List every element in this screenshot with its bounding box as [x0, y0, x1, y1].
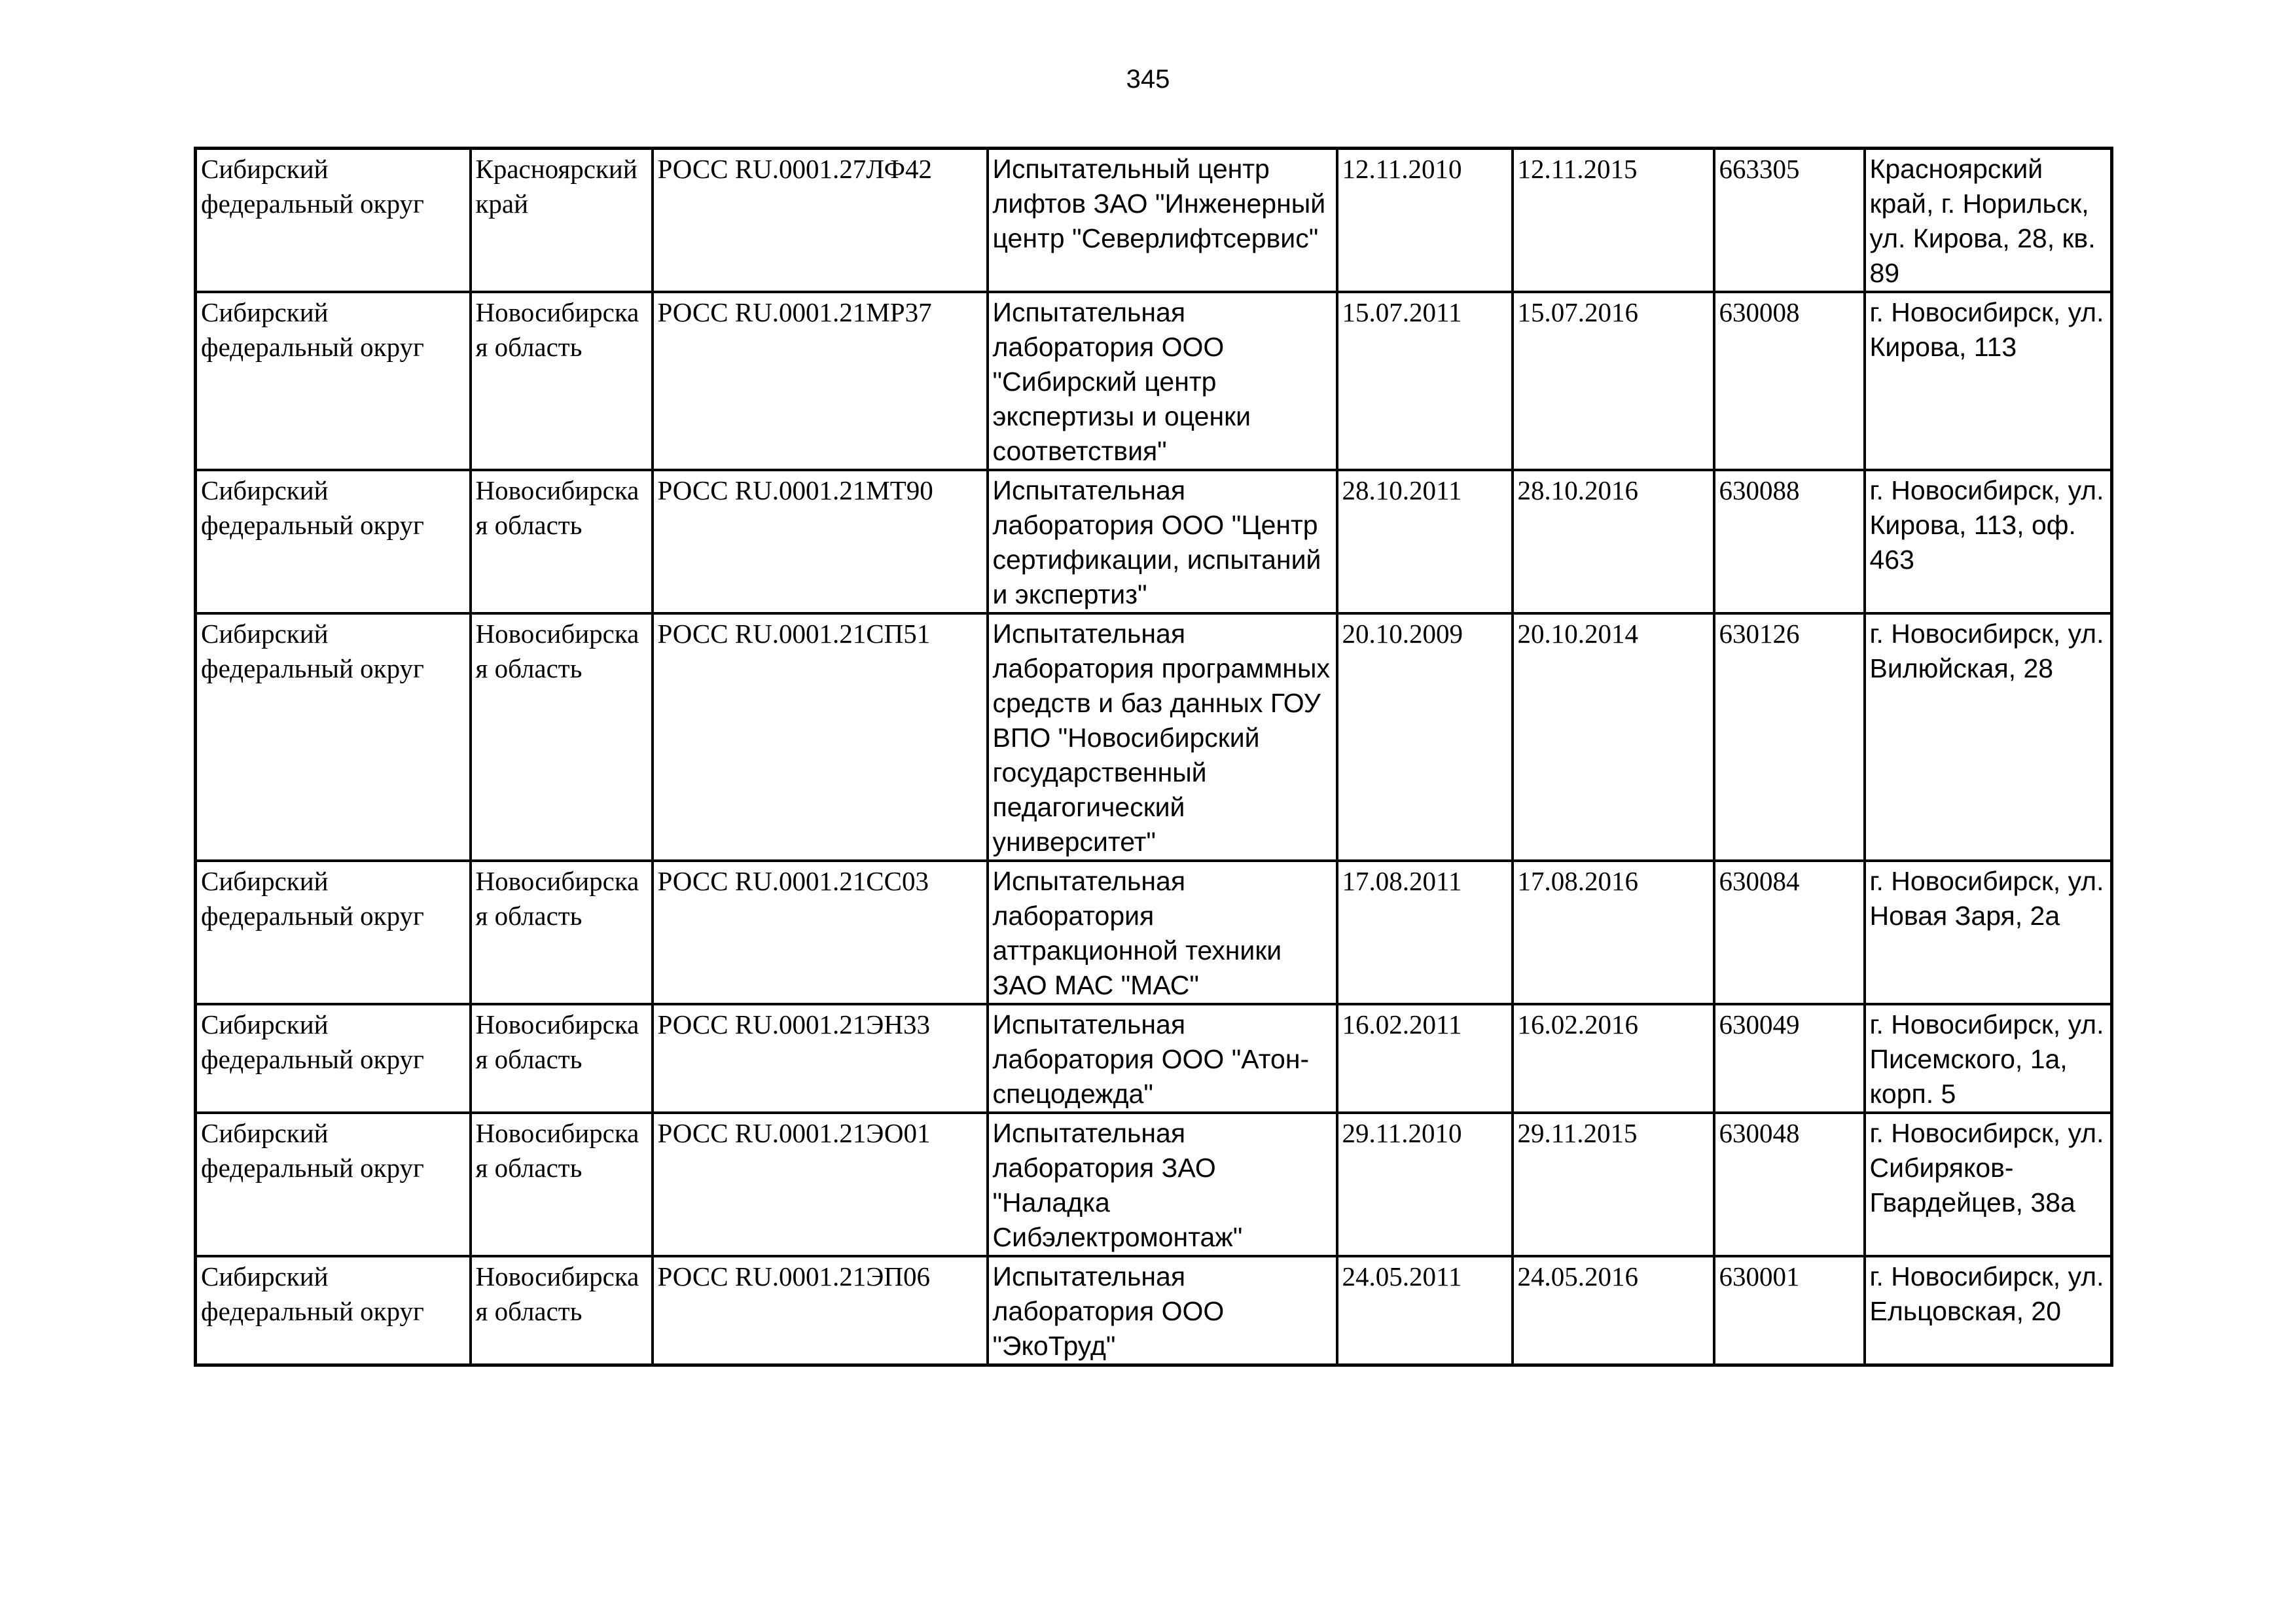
certificate-code-cell: РОСС RU.0001.21МР37	[653, 292, 988, 470]
region-cell: Новосибирская область	[471, 292, 653, 470]
address-cell: г. Новосибирск, ул. Сибиряков-Гвардейцев, 38а	[1865, 1113, 2112, 1256]
region-cell: Новосибирская область	[471, 861, 653, 1004]
organization-name-cell: Испытательная лаборатория ООО "Центр сертификации, испытаний и экспертиз"	[988, 470, 1337, 613]
region-cell: Новосибирская область	[471, 470, 653, 613]
date-from-cell: 24.05.2011	[1337, 1256, 1513, 1365]
date-to-cell: 15.07.2016	[1513, 292, 1714, 470]
organization-name-cell: Испытательная лаборатория ООО "Атон-спецодежда"	[988, 1004, 1337, 1113]
date-to-cell: 20.10.2014	[1513, 613, 1714, 861]
district-cell: Сибирский федеральный округ	[196, 1004, 471, 1113]
district-cell: Сибирский федеральный округ	[196, 149, 471, 293]
certificate-code-cell: РОСС RU.0001.21СП51	[653, 613, 988, 861]
region-cell: Новосибирская область	[471, 1256, 653, 1365]
district-cell: Сибирский федеральный округ	[196, 613, 471, 861]
postcode-cell: 630088	[1714, 470, 1865, 613]
certificate-code-cell: РОСС RU.0001.21ЭО01	[653, 1113, 988, 1256]
postcode-cell: 630049	[1714, 1004, 1865, 1113]
address-cell: Красноярский край, г. Норильск, ул. Кирова, 28, кв. 89	[1865, 149, 2112, 293]
table-row	[196, 861, 2112, 1004]
organization-name-cell: Испытательная лаборатория аттракционной техники ЗАО МАС "МАС"	[988, 861, 1337, 1004]
certificate-code-cell: РОСС RU.0001.21МТ90	[653, 470, 988, 613]
address-cell: г. Новосибирск, ул. Ельцовская, 20	[1865, 1256, 2112, 1365]
date-from-cell: 17.08.2011	[1337, 861, 1513, 1004]
table-row	[196, 292, 2112, 470]
certificate-code-cell: РОСС RU.0001.21ЭП06	[653, 1256, 988, 1365]
organization-name-cell: Испытательная лаборатория ЗАО "Наладка Сибэлектромонтаж"	[988, 1113, 1337, 1256]
postcode-cell: 663305	[1714, 149, 1865, 293]
date-from-cell: 12.11.2010	[1337, 149, 1513, 293]
certificate-code-cell: РОСС RU.0001.21СС03	[653, 861, 988, 1004]
date-from-cell: 29.11.2010	[1337, 1113, 1513, 1256]
organization-name-cell: Испытательная лаборатория ООО "Сибирский центр экспертизы и оценки соответствия"	[988, 292, 1337, 470]
region-cell: Новосибирская область	[471, 613, 653, 861]
postcode-cell: 630048	[1714, 1113, 1865, 1256]
address-cell: г. Новосибирск, ул. Кирова, 113	[1865, 292, 2112, 470]
date-from-cell: 28.10.2011	[1337, 470, 1513, 613]
certificate-code-cell: РОСС RU.0001.21ЭН33	[653, 1004, 988, 1113]
region-cell: Красноярский край	[471, 149, 653, 293]
table-row	[196, 1004, 2112, 1113]
address-cell: г. Новосибирск, ул. Кирова, 113, оф. 463	[1865, 470, 2112, 613]
district-cell: Сибирский федеральный округ	[196, 861, 471, 1004]
registry-table	[194, 147, 2113, 1367]
date-to-cell: 16.02.2016	[1513, 1004, 1714, 1113]
postcode-cell: 630001	[1714, 1256, 1865, 1365]
district-cell: Сибирский федеральный округ	[196, 292, 471, 470]
table-row	[196, 149, 2112, 293]
address-cell: г. Новосибирск, ул. Писемского, 1а, корп. 5	[1865, 1004, 2112, 1113]
organization-name-cell: Испытательная лаборатория ООО "ЭкоТруд"	[988, 1256, 1337, 1365]
table-row	[196, 470, 2112, 613]
date-from-cell: 20.10.2009	[1337, 613, 1513, 861]
organization-name-cell: Испытательный центр лифтов ЗАО "Инженерный центр "Северлифтсервис"	[988, 149, 1337, 293]
date-to-cell: 28.10.2016	[1513, 470, 1714, 613]
address-cell: г. Новосибирск, ул. Новая Заря, 2а	[1865, 861, 2112, 1004]
region-cell: Новосибирская область	[471, 1004, 653, 1113]
page-number: 345	[1126, 65, 1170, 94]
postcode-cell: 630008	[1714, 292, 1865, 470]
table-row	[196, 613, 2112, 861]
date-to-cell: 29.11.2015	[1513, 1113, 1714, 1256]
date-to-cell: 24.05.2016	[1513, 1256, 1714, 1365]
table-row	[196, 1113, 2112, 1256]
date-to-cell: 17.08.2016	[1513, 861, 1714, 1004]
district-cell: Сибирский федеральный округ	[196, 470, 471, 613]
certificate-code-cell: РОСС RU.0001.27ЛФ42	[653, 149, 988, 293]
date-from-cell: 16.02.2011	[1337, 1004, 1513, 1113]
postcode-cell: 630084	[1714, 861, 1865, 1004]
postcode-cell: 630126	[1714, 613, 1865, 861]
region-cell: Новосибирская область	[471, 1113, 653, 1256]
date-to-cell: 12.11.2015	[1513, 149, 1714, 293]
organization-name-cell: Испытательная лаборатория программных средств и баз данных ГОУ ВПО "Новосибирский государственный педагогический университет"	[988, 613, 1337, 861]
date-from-cell: 15.07.2011	[1337, 292, 1513, 470]
district-cell: Сибирский федеральный округ	[196, 1113, 471, 1256]
address-cell: г. Новосибирск, ул. Вилюйская, 28	[1865, 613, 2112, 861]
district-cell: Сибирский федеральный округ	[196, 1256, 471, 1365]
table-row	[196, 1256, 2112, 1365]
